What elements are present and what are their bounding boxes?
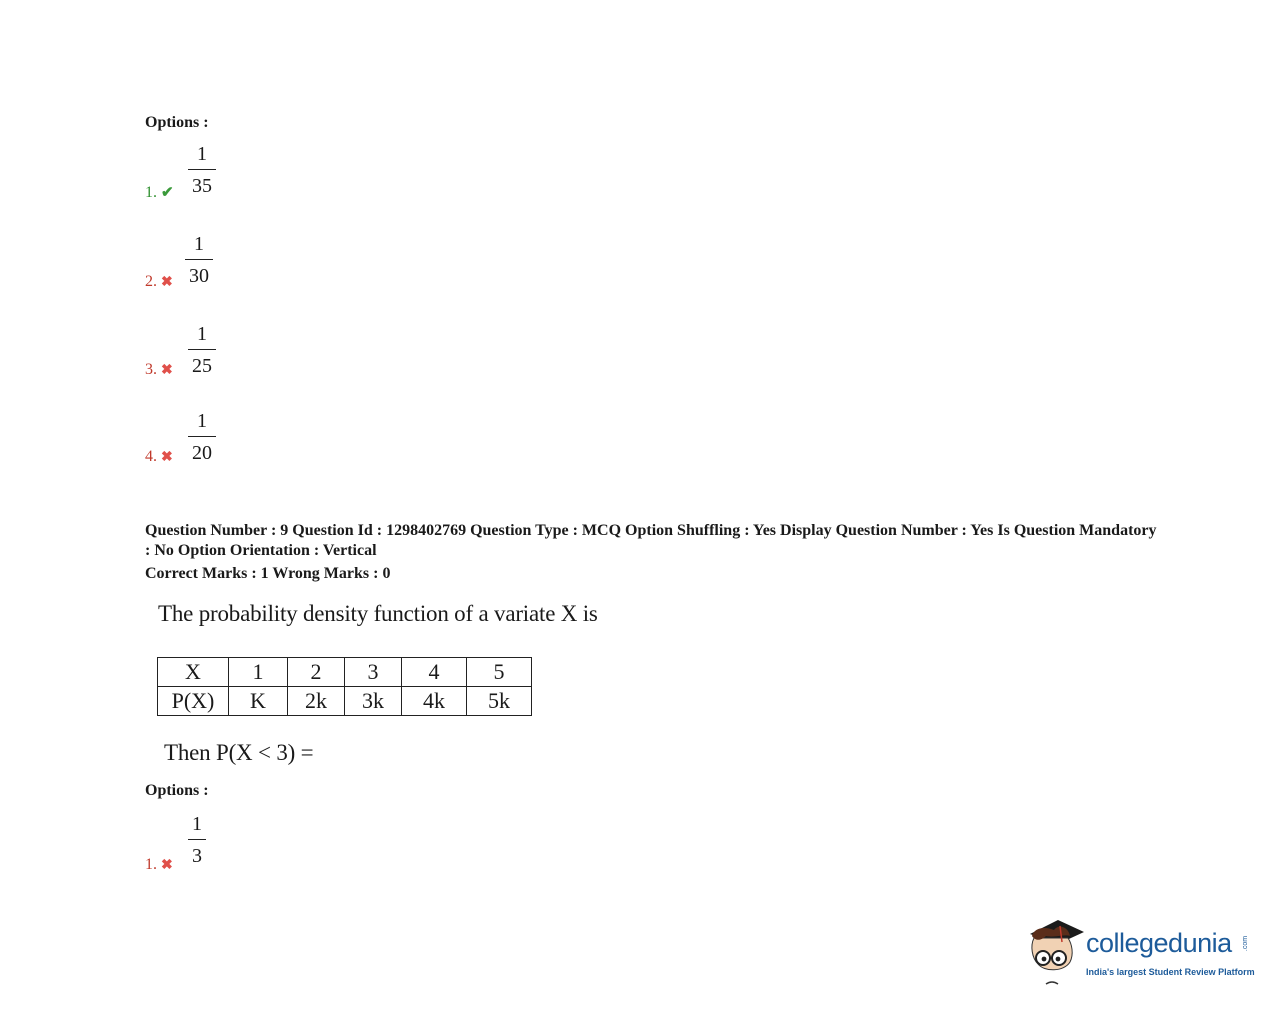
table-cell: 5k	[467, 687, 532, 716]
table-cell: 1	[229, 658, 288, 687]
option-3-fraction	[188, 322, 216, 376]
logo-suffix: .com	[1242, 935, 1250, 952]
options-heading: Options :	[145, 114, 209, 131]
denominator: 30	[189, 265, 209, 287]
table-cell: 3k	[345, 687, 402, 716]
option-4-fraction	[188, 409, 216, 463]
option-4	[145, 448, 173, 466]
question-meta: Question Number : 9 Question Id : 1298402769 Question Type : MCQ Option Shuffling : Yes Display Question Number : Yes Is Question Mandatory : No Option Orientation : Vertical	[145, 522, 1157, 559]
cross-icon: ✖	[161, 450, 173, 465]
option-1	[145, 856, 173, 874]
numerator: 1	[194, 233, 204, 255]
numerator: 1	[197, 323, 207, 345]
question-prompt: Then P(X < 3) =	[164, 740, 314, 765]
table-cell: 3	[345, 658, 402, 687]
numerator: 1	[192, 813, 202, 835]
table-row-x	[158, 658, 532, 687]
question-marks: Correct Marks : 1 Wrong Marks : 0	[145, 565, 391, 582]
option-1	[145, 183, 174, 202]
table-cell: P(X)	[158, 687, 229, 716]
option-number: 1.	[145, 184, 157, 201]
cross-icon: ✖	[161, 275, 173, 290]
table-cell: X	[158, 658, 229, 687]
cross-icon: ✖	[161, 363, 173, 378]
option-1-fraction	[188, 142, 216, 196]
cross-icon: ✖	[161, 858, 173, 873]
table-cell: 4k	[402, 687, 467, 716]
probability-table	[157, 657, 532, 716]
option-1-fraction	[188, 812, 206, 866]
table-cell: 4	[402, 658, 467, 687]
mascot-icon	[1024, 916, 1086, 988]
table-row-px	[158, 687, 532, 716]
option-2	[145, 273, 173, 291]
denominator: 3	[192, 845, 202, 867]
option-2-fraction	[185, 232, 213, 286]
table-cell: 2k	[288, 687, 345, 716]
numerator: 1	[197, 143, 207, 165]
denominator: 35	[192, 175, 212, 197]
option-number: 2.	[145, 273, 157, 290]
logo-brand: collegedunia	[1086, 928, 1232, 958]
table-cell: 2	[288, 658, 345, 687]
options-heading: Options :	[145, 782, 209, 799]
option-number: 3.	[145, 361, 157, 378]
denominator: 20	[192, 442, 212, 464]
option-3	[145, 361, 173, 379]
question-text: The probability density function of a variate X is	[158, 601, 598, 626]
option-number: 4.	[145, 448, 157, 465]
collegedunia-logo	[1024, 916, 1264, 988]
check-icon: ✔	[161, 185, 174, 201]
option-number: 1.	[145, 856, 157, 873]
table-cell: 5	[467, 658, 532, 687]
logo-tagline: India's largest Student Review Platform	[1086, 967, 1255, 977]
table-cell: K	[229, 687, 288, 716]
numerator: 1	[197, 410, 207, 432]
denominator: 25	[192, 355, 212, 377]
